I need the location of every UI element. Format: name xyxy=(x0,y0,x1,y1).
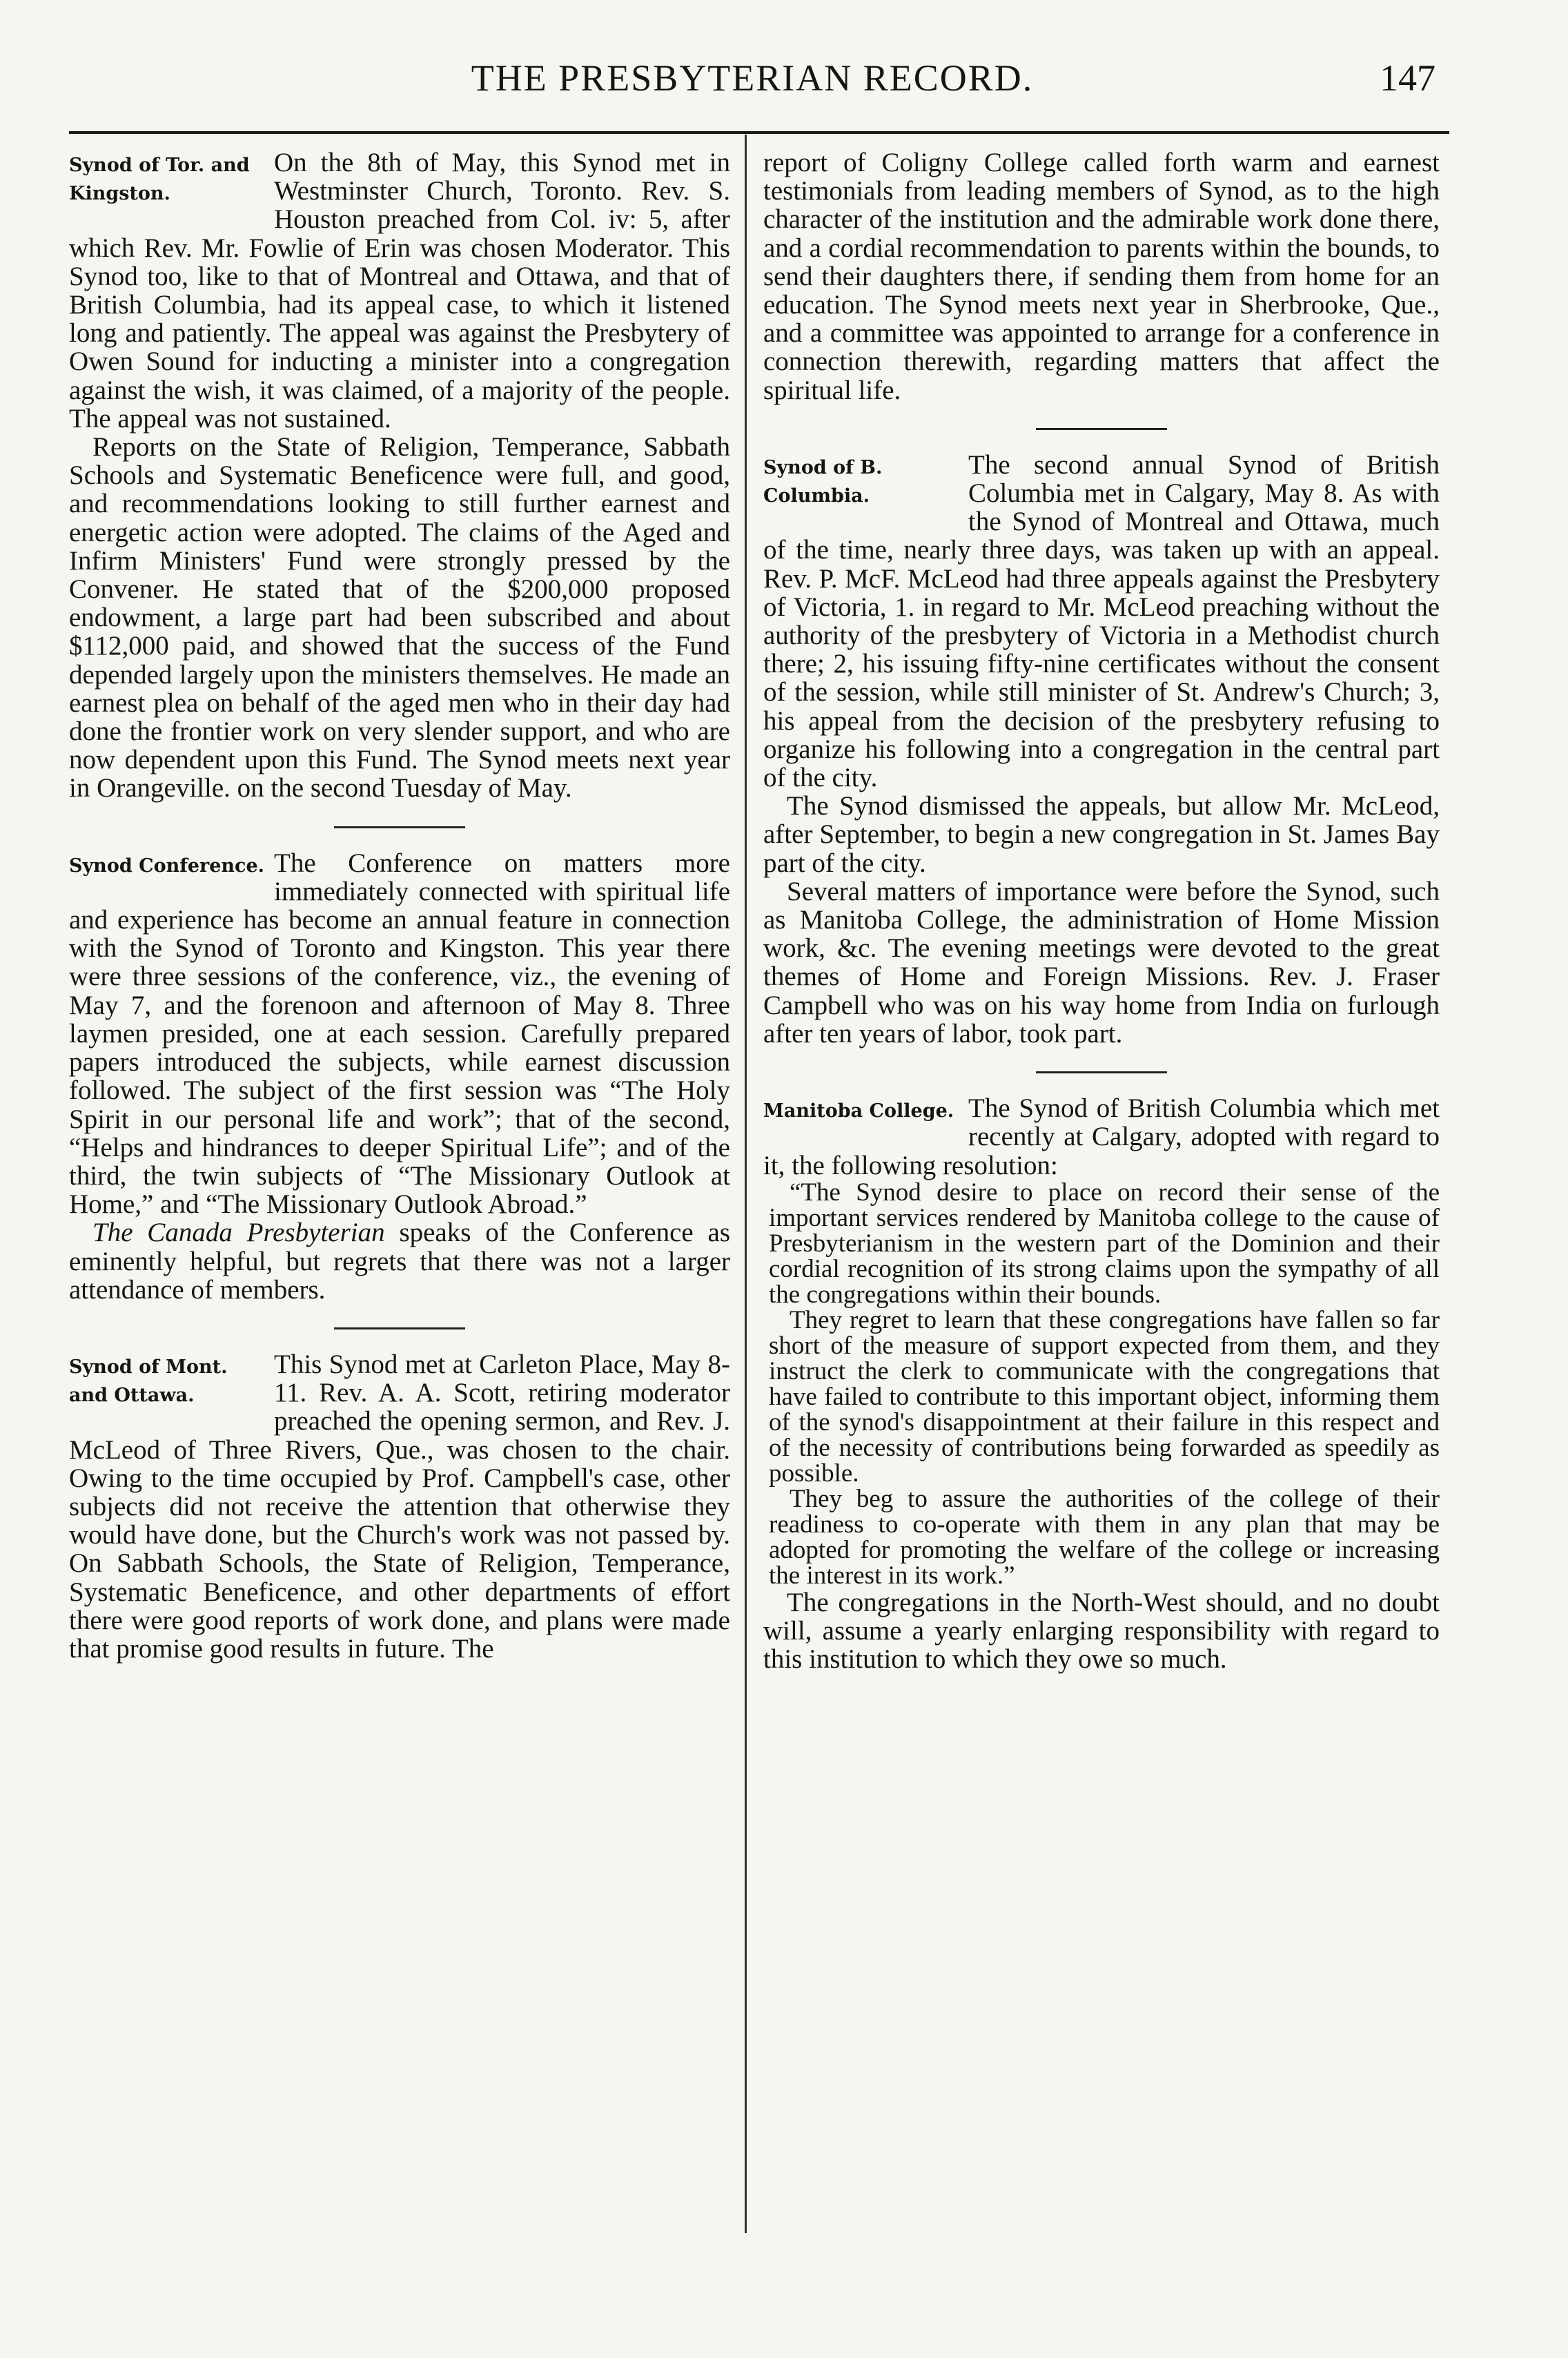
paragraph: The Synod of British Columbia which met recently at Calgary, adopted with regard to it, the following resolution: xyxy=(763,1093,1440,1180)
paragraph: On the 8th of May, this Synod met in Westminster Church, Toronto. Rev. S. Houston preached from Col. iv: 5, after which Rev. Mr. Fowlie of Erin was chosen Moderator. This Synod too, like to that of Montreal and Ottawa, and that of British Columbia, had its appeal case, to which it listened long and patiently. The appeal was against the Presbytery of Owen Sound for inducting a minister into a congregation against the wish, it was claimed, of a majority of the people. The appeal was not sustained. xyxy=(69,148,730,433)
running-title: THE PRESBYTERIAN RECORD. xyxy=(471,57,1034,99)
sidehead-bc: Synod of B. Columbia. xyxy=(763,456,883,507)
sidehead-montreal: Synod of Mont. and Ottawa. xyxy=(69,1356,228,1406)
quote-paragraph: They beg to assure the authorities of the college of their readiness to co-operate with them in any plan that may be adopted for promoting the welfare of the college or increasing the interest in its work.” xyxy=(769,1484,1440,1590)
sidehead-conference: Synod Conference. xyxy=(69,855,265,877)
sidehead-toronto: Synod of Tor. and Kingston. xyxy=(69,155,250,204)
left-column xyxy=(69,148,730,1686)
page-number: 147 xyxy=(1380,57,1435,99)
right-column xyxy=(763,148,1440,1697)
quote-paragraph: They regret to learn that these congregations have fallen so far short of the measure of support expected from them, and they instruct the clerk to communicate with the congregations that have failed to contribute to this important object, informing them of the synod's disappointment at their failure in this respect and of the necessity of contributions being forwarded as speedily as possible. xyxy=(769,1305,1440,1488)
section-manitoba-college xyxy=(763,1094,1440,1673)
paragraph-text: speaks of the Conference as eminently helpful, but regrets that there was not a larger attendance of members. xyxy=(69,1218,730,1305)
page-header xyxy=(69,43,1435,119)
paragraph: Reports on the State of Religion, Temperance, Sabbath Schools and Systematic Beneficence were full, and good, and recommendations looking to still further earnest and energetic action were adopted. The claims of the Aged and Infirm Ministers' Fund were strongly pressed by the Convener. He stated that of the $200,000 proposed endowment, a large part had been subscribed and about $112,000 paid, and showed that the success of the Fund depended largely upon the ministers themselves. He made an earnest plea on behalf of the aged men who in their day had done the frontier work on very slender support, and who are now dependent upon this Fund. The Synod meets next year in Orangeville. on the second Tuesday of May. xyxy=(69,432,730,803)
paragraph: The Conference on matters more immediately connected with spiritual life and experience has become an annual feature in connection with the Synod of Toronto and Kingston. This year there were three sessions of the conference, viz., the evening of May 7, and the forenoon and afternoon of May 8. Three laymen presided, one at each session. Carefully prepared papers introduced the subjects, while earnest discussion followed. The subject of the first session was “The Holy Spirit in our personal life and work”; that of the second, “Helps and hindrances to deeper Spiritual Life”; and of the third, the twin subjects of “The Missionary Outlook at Home,” and “The Missionary Outlook Abroad.” xyxy=(69,848,730,1220)
paragraph: The Synod dismissed the appeals, but allow Mr. McLeod, after September, to begin a new congregation in St. James Bay part of the city. xyxy=(763,791,1440,878)
section-divider xyxy=(1036,428,1167,430)
section-synod-bc xyxy=(763,451,1440,1048)
paragraph: The congregations in the North-West should, and no doubt will, assume a yearly enlarging responsibility with regard to this institution to which they owe so much. xyxy=(763,1587,1440,1675)
header-rule xyxy=(69,131,1449,134)
publication-title: The Canada Presbyterian xyxy=(92,1218,385,1248)
paragraph: The second annual Synod of British Columbia met in Calgary, May 8. As with the Synod of Montreal and Ottawa, much of the time, nearly three days, was taken up with an appeal. Rev. P. McF. McLeod had three appeals against the Presbytery of Victoria, 1. in regard to Mr. McLeod preaching without the authority of the presbytery of Victoria in a Methodist church there; 2, his issuing fifty-nine certificates without the consent of the session, while still minister of St. Andrew's Church; 3, his appeal from the decision of the presbytery refusing to organize his following into a congregation in the central part of the city. xyxy=(763,449,1440,793)
paragraph: This Synod met at Carleton Place, May 8-11. Rev. A. A. Scott, retiring moderator preached the opening sermon, and Rev. J. McLeod of Three Rivers, Que., was chosen to the chair. Owing to the time occupied by Prof. Campbell's case, other subjects did not receive the attention that otherwise they would have done, but the Church's work was not passed by. On Sabbath Schools, the State of Religion, Temperance, Systematic Beneficence, and other departments of effort there were good reports of work done, and plans were made that promise good results in future. The xyxy=(69,1349,730,1664)
paragraph: Several matters of importance were before the Synod, such as Manitoba College, the administration of Home Mission work, &c. The evening meetings were devoted to the great themes of Home and Foreign Missions. Rev. J. Fraser Campbell who was on his way home from India on furlough after ten years of labor, took part. xyxy=(763,876,1440,1049)
quote-paragraph: “The Synod desire to place on record their sense of the important services rendered by Manitoba college to the cause of Presbyterianism in the western part of the Dominion and their cordial recognition of its strong claims upon the sympathy of all the congregations within their bounds. xyxy=(769,1178,1440,1309)
paragraph xyxy=(69,1218,730,1304)
section-synod-toronto xyxy=(69,148,730,803)
resolution-quote xyxy=(769,1180,1440,1588)
sidehead-manitoba: Manitoba College. xyxy=(763,1100,954,1122)
section-continuation xyxy=(763,148,1440,405)
paragraph: report of Coligny College called forth warm and earnest testimonials from leading members of Synod, as to the high character of the institution and the admirable work done there, and a cordial recommendation to parents within the bounds, to send their daughters there, if sending them from home for an education. The Synod meets next year in Sherbrooke, Que., and a committee was appointed to arrange for a conference in connection therewith, regarding matters that affect the spiritual life. xyxy=(763,148,1440,405)
column-divider xyxy=(745,135,747,2233)
section-divider xyxy=(334,826,465,828)
section-divider xyxy=(334,1327,465,1329)
section-divider xyxy=(1036,1071,1167,1073)
section-synod-conference xyxy=(69,849,730,1304)
section-synod-montreal xyxy=(69,1350,730,1663)
